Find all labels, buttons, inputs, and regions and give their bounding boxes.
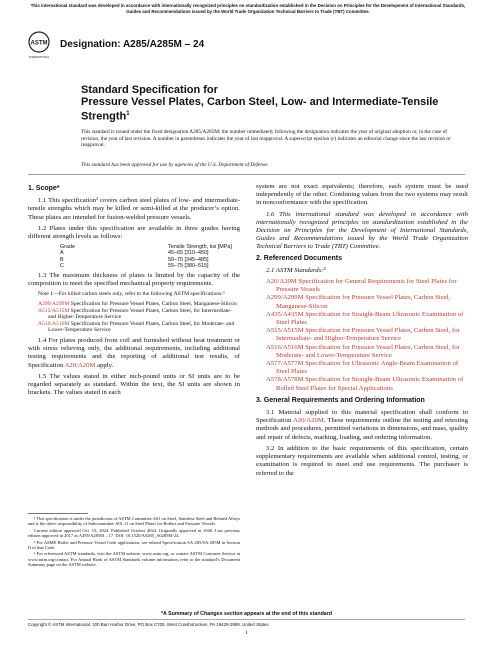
ref-link-a20[interactable]: A20/A20M bbox=[266, 278, 297, 286]
note-1-item: A516/A516M Specification for Pressure Vessel Plates, Carbon Steel, for Moderate- and Lower-Temperature Service bbox=[38, 320, 235, 334]
ref-link-a20[interactable]: A20/A20M bbox=[64, 361, 96, 369]
grade-header: Grade bbox=[60, 244, 75, 251]
grades-table bbox=[28, 244, 240, 269]
title-footnote-mark: 1 bbox=[126, 111, 130, 117]
reference-item: A577/A577M Specification for Ultrasonic Angle-Beam Examination of Steel Plates bbox=[266, 360, 459, 376]
ref-link-a515[interactable]: A515/A515M bbox=[38, 307, 70, 314]
grade-cell: B bbox=[60, 256, 64, 263]
tensile-cell: 55–75 [380–515] bbox=[168, 262, 209, 269]
section-heading-general-requirements: 3. General Requirements and Ordering Information bbox=[256, 396, 425, 404]
para-3-1: 3.1 Material supplied to this material specification shall conform to Specification A20/A20M. These requirements outline the testing and retesting methods and procedures, permitted variations in dimensions, and mass, quality and repair of defects, marking, loading, and ordering information. bbox=[256, 409, 468, 441]
reference-item: A435/A435M Specification for Straight-Beam Ultrasonic Examination of Steel Plates bbox=[266, 310, 464, 327]
reference-list bbox=[256, 278, 468, 393]
grade-cell: C bbox=[60, 262, 64, 269]
ref-link-a299[interactable]: A299/A299M bbox=[38, 301, 70, 308]
copyright-line: Copyright © ASTM International, 100 Barr Harbor Drive, PO Box C700, West Conshohocken, PA 19428-2959. United States bbox=[28, 619, 465, 627]
astm-logo bbox=[28, 31, 50, 61]
svg-text:INTERNATIONAL: INTERNATIONAL bbox=[28, 56, 50, 59]
ref-link-a299[interactable]: A299/A299M bbox=[266, 294, 304, 302]
note-1-item: A299/A299M Specification for Pressure Vessel Plates, Carbon Steel, Manganese-Silicon bbox=[38, 301, 237, 308]
para-1-6: 1.6 This international standard was developed in accordance with internationally recognized principles on standardization established in the Decision on Principles for the Development of International Standards, Guides and Recommendations issued by the World Trade Organization Technical Barriers to Trade (TBT) Committee. bbox=[256, 210, 468, 251]
ref-link-a516[interactable]: A516/A516M bbox=[38, 320, 70, 327]
ref-link-a435[interactable]: A435/A435M bbox=[266, 310, 304, 318]
ref-link-a578[interactable]: A578/A578M bbox=[266, 376, 304, 384]
standard-issuance-note: This standard is issued under the fixed designation A285/A285M; the number immediately following the designation indicates the year of original adoption or, in the case of revision, the year of last revision. A number in parentheses indicates the year of last reapproval. A superscript epsilon (ε) indicates an editorial change since the last revision or reapproval. bbox=[81, 129, 451, 148]
para-1-3: 1.3 The maximum thickness of plates is limited by the capacity of the composition to meet the specified mechanical property requirements. bbox=[28, 272, 240, 288]
footnote: Current edition approved Oct. 15, 2024. Published October 2024. Originally approved in 1946. Last previous edition approved in 2017 as A285/A285M – 17. DOI: 10.1520/A0285_A0285M-24. bbox=[28, 527, 240, 539]
footnote: ³ For referenced ASTM standards, visit the ASTM website, www.astm.org, or contact ASTM Customer Service at www.astm.org/contact. For Annual Book of ASTM Standards volume information, refer to the standard’s Document Summary page on the ASTM website. bbox=[28, 551, 240, 568]
tensile-cell: 45–65 [310–450] bbox=[168, 250, 209, 257]
tensile-header: Tensile Strength, ksi [MPa] bbox=[168, 244, 232, 251]
note-1 bbox=[28, 291, 240, 334]
right-column bbox=[256, 183, 468, 481]
reference-item: A516/A516M Specification for Pressure Vessel Plates, Carbon Steel, for Moderate- and Lower-Temperature Service bbox=[266, 343, 460, 359]
designation: Designation: A285/A285M – 24 bbox=[60, 39, 205, 50]
title-line-1: Standard Specification for bbox=[81, 84, 218, 96]
footnotes bbox=[28, 513, 240, 569]
left-column bbox=[28, 183, 240, 400]
section-heading-referenced-documents: 2. Referenced Documents bbox=[256, 254, 342, 262]
footnote: ² For ASME Boiler and Pressure Vessel Code applications, see related Specification SA-285/SA-285M in Section II of that Code. bbox=[28, 539, 240, 551]
svg-text:ASTM: ASTM bbox=[30, 40, 48, 47]
dod-approval-note: This standard has been approved for use by agencies of the U.S. Department of Defense. bbox=[81, 162, 269, 168]
document-title bbox=[81, 84, 461, 123]
grade-cell: A bbox=[60, 250, 64, 257]
section-heading-scope: 1. Scope* bbox=[28, 185, 60, 192]
footnote: ¹ This specification is under the jurisdiction of ASTM Committee A01 on Steel, Stainless Steel and Related Alloys and is the direct responsibility of Subcommittee A01.11 on Steel Plates for Boilers and Pressure Vessels. bbox=[28, 516, 240, 527]
title-line-2: Pressure Vessel Plates, Carbon Steel, Low- and Intermediate-Tensile Strength bbox=[81, 96, 439, 123]
header-divider bbox=[28, 174, 465, 175]
ref-link-a516[interactable]: A516/A516M bbox=[266, 343, 304, 351]
astm-standards-subheading: 2.1 ASTM Standards:³ bbox=[266, 266, 326, 274]
note-1-item: A515/A515M Specification for Pressure Vessel Plates, Carbon Steel, for Intermediate- and Higher-Temperature Service bbox=[38, 307, 232, 321]
reference-item: A299/A299M Specification for Pressure Vessel Plates, Carbon Steel, Manganese-Silicon bbox=[266, 294, 451, 310]
ref-link-a20[interactable]: A20/A20M bbox=[292, 417, 324, 425]
para-1-5: 1.5 The values stated in either inch-pound units or SI units are to be regarded separately as standard. Within the text, the SI units are shown in brackets. The values stated in each bbox=[28, 372, 240, 397]
ref-link-a577[interactable]: A577/A577M bbox=[266, 360, 304, 368]
grade-row bbox=[28, 263, 240, 269]
ref-link-a515[interactable]: A515/A515M bbox=[266, 327, 304, 335]
para-1-2: 1.2 Plates under this specification are available in three grades having different strength levels as follows: bbox=[28, 224, 240, 241]
reference-item: A20/A20M Specification for General Requirements for Steel Plates for Pressure Vessels bbox=[266, 278, 457, 294]
para-1-5-continued: system are not exact equivalents; therefore, each system must be used independently of the other. Combining values from the two systems may result in nonconformance with the specification. bbox=[256, 183, 468, 207]
wto-notice: This international standard was developed in accordance with internationally recognized principles on standardization established in the Decision on Principles for the Development of International Standards, Guides and Recommendations issued by the World Trade Organization Technical Barriers to Trade (TBT) Committee. bbox=[30, 3, 466, 14]
para-3-2: 3.2 In addition to the basic requirements of this specification, certain supplementary requirements are available when additional control, testing, or examination is required to meet end use requirements. The purchaser is referred to the bbox=[256, 444, 468, 477]
reference-item: A578/A578M Specification for Straight-Beam Ultrasonic Examination of Rolled Steel Plates for Special Applications bbox=[266, 376, 464, 392]
note-1-intro: Note 1—For killed carbon steels only, refer to the following ASTM specifications:³ bbox=[38, 291, 225, 298]
page-number: 1 bbox=[245, 630, 248, 636]
para-1-1: 1.1 This specification² covers carbon steel plates of low- and intermediate-tensile strengths which may be killed or semi-killed at the producer’s option. These plates are intended for fusion-welded pressure vessels. bbox=[28, 197, 240, 221]
footnote-divider bbox=[28, 513, 88, 514]
para-1-4: 1.4 For plates produced from coil and furnished without heat treatment or with stress relieving only, the additional requirements, including additional testing requirements and the reporting of additional test results, of Specification A20/A20M apply. bbox=[28, 337, 240, 369]
summary-of-changes-note: *A Summary of Changes section appears at the end of this standard bbox=[160, 611, 333, 617]
reference-item: A515/A515M Specification for Pressure Vessel Plates, Carbon Steel, for Intermediate- and Higher-Temperature Service bbox=[266, 327, 460, 343]
tensile-cell: 50–70 [345–485] bbox=[168, 256, 209, 263]
